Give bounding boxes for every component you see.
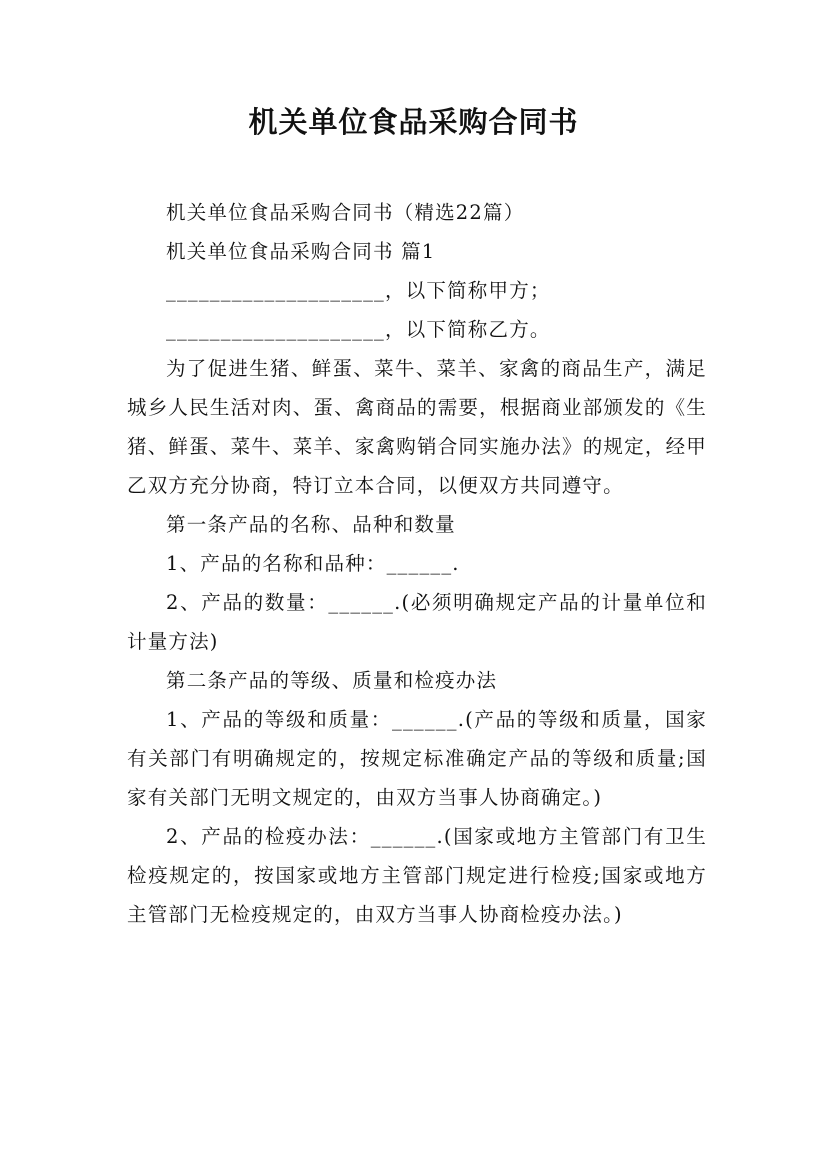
document-body — [127, 193, 707, 934]
paragraph-subtitle: 机关单位食品采购合同书（精选22篇） — [166, 201, 525, 224]
paragraph-preamble: 为了促进生猪、鲜蛋、菜牛、菜羊、家禽的商品生产，满足城乡人民生活对肉、蛋、禽商品的需要，根据商业部颁发的《生猪、鲜蛋、菜牛、菜羊、家禽购销合同实施办法》的规定，经甲乙双方充分协商，特订立本合同，以便双方共同遵守。 — [127, 357, 707, 497]
paragraph-article-2-heading: 第二条产品的等级、质量和检疫办法 — [166, 669, 498, 692]
paragraph-party-a: ____________________，以下简称甲方； — [166, 279, 551, 302]
paragraph-article-1-item-2: 2、产品的数量：______.(必须明确规定产品的计量单位和计量方法) — [127, 591, 707, 653]
paragraph-party-b: ____________________，以下简称乙方。 — [166, 318, 551, 341]
paragraph-article-2-item-2: 2、产品的检疫办法：______.(国家或地方主管部门有卫生检疫规定的，按国家或地方主管部门规定进行检疫;国家或地方主管部门无检疫规定的，由双方当事人协商检疫办法。) — [127, 825, 707, 926]
paragraph-article-1-item-1: 1、产品的名称和品种：______. — [166, 552, 460, 575]
paragraph-part-heading: 机关单位食品采购合同书 篇1 — [166, 240, 436, 263]
document-title: 机关单位食品采购合同书 — [248, 105, 579, 139]
paragraph-article-1-heading: 第一条产品的名称、品种和数量 — [166, 513, 456, 536]
paragraph-article-2-item-1: 1、产品的等级和质量：______.(产品的等级和质量，国家有关部门有明确规定的，按规定标准确定产品的等级和质量;国家有关部门无明文规定的，由双方当事人协商确定。) — [127, 708, 707, 809]
